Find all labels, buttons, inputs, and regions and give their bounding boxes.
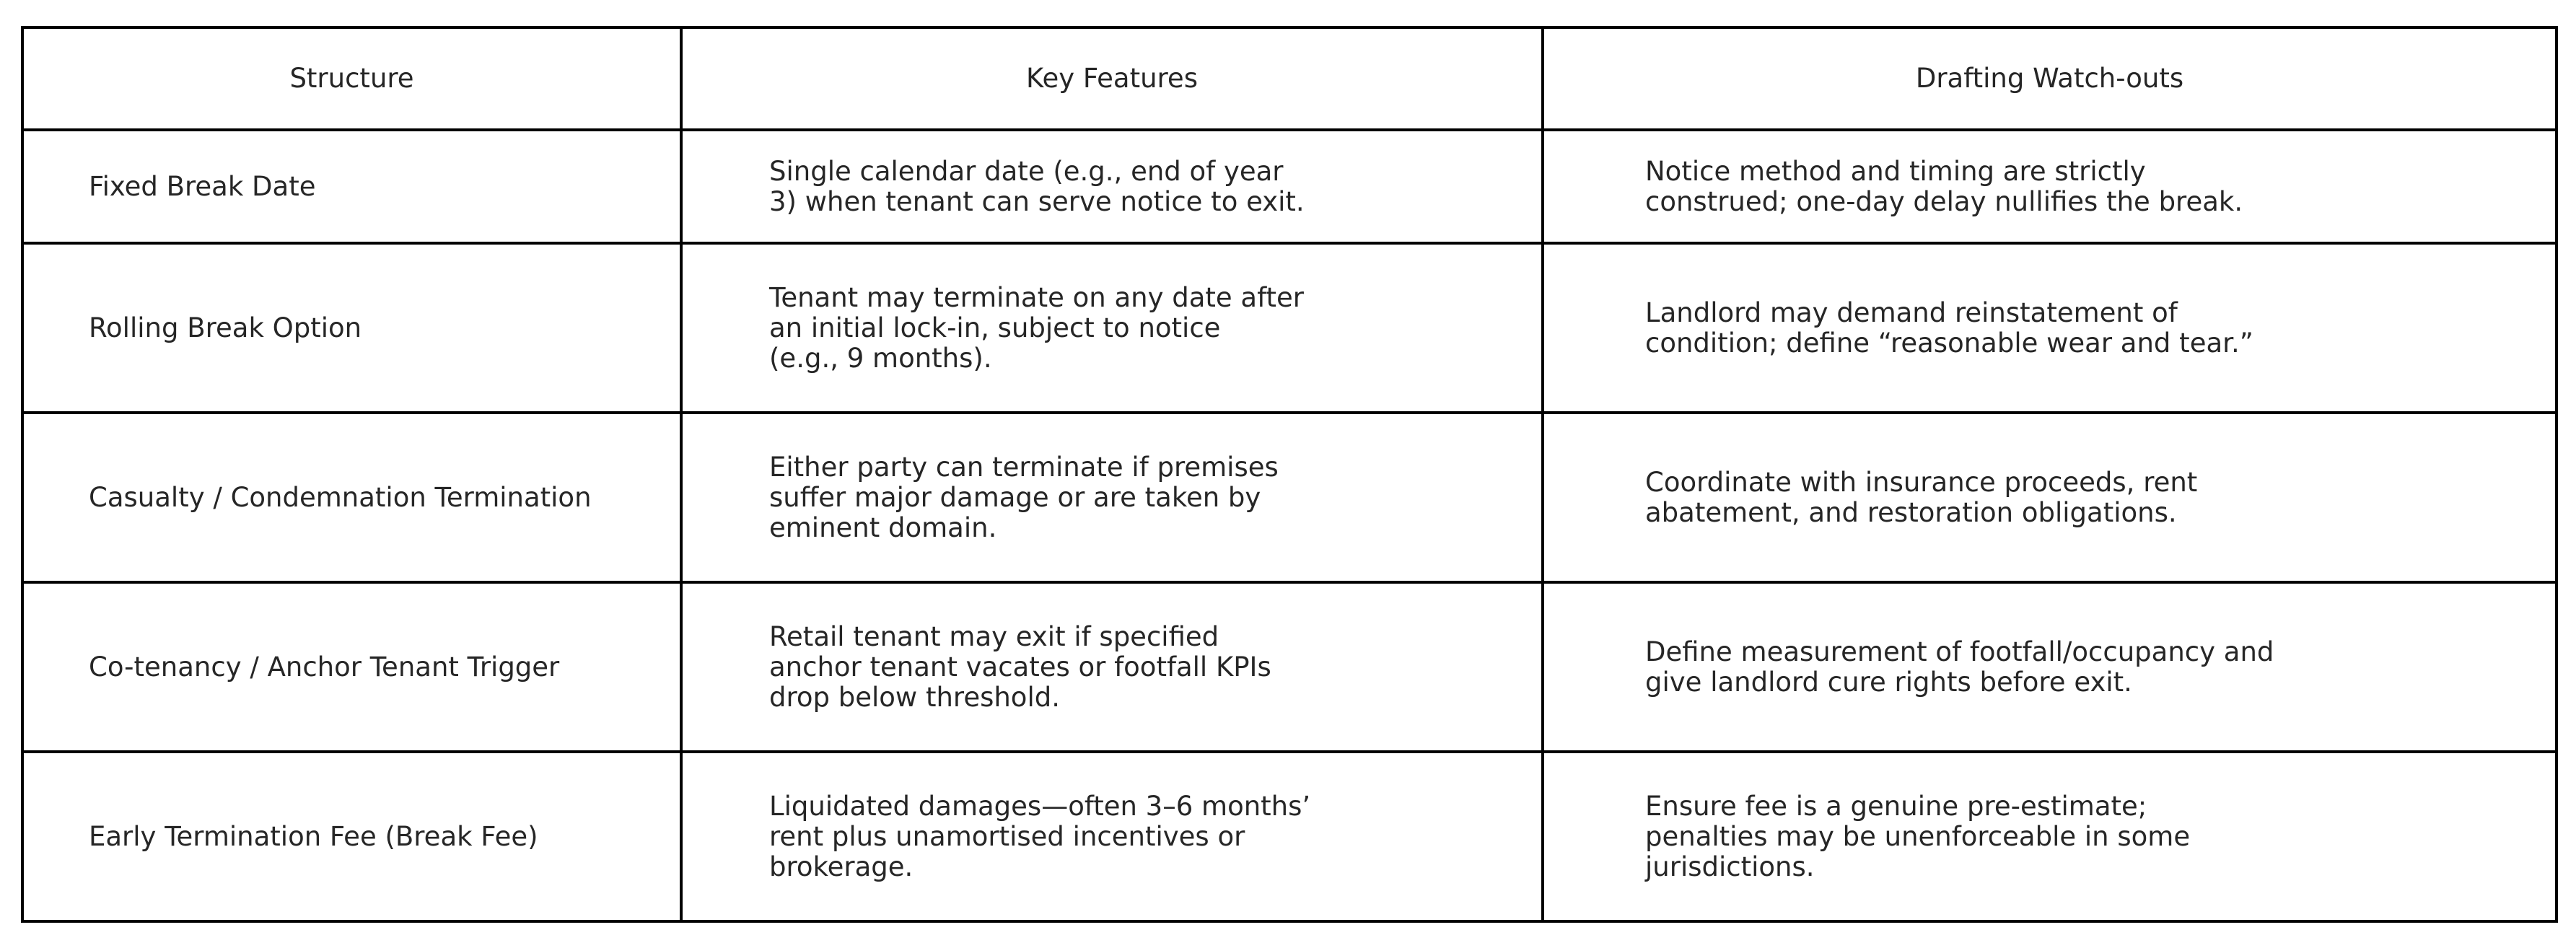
watch-outs-cell [1543, 243, 2557, 413]
structure-cell [22, 582, 681, 752]
key-features-cell [681, 752, 1543, 921]
watch-outs-text: Define measurement of footfall/occupancy and give landlord cure rights before exit. [1645, 636, 2274, 698]
structure-cell [22, 243, 681, 413]
header-row [22, 27, 2557, 130]
key-features-text: Liquidated damages—often 3–6 months’ rent plus unamortised incentives or brokerage. [769, 790, 1311, 882]
watch-outs-text: Ensure fee is a genuine pre-estimate; penalties may be unenforceable in some jurisdictions. [1645, 790, 2191, 882]
structure-text: Casualty / Condemnation Termination [89, 481, 592, 513]
structure-text: Early Termination Fee (Break Fee) [89, 820, 538, 852]
watch-outs-cell [1543, 130, 2557, 243]
header-drafting-watch-outs: Drafting Watch-outs [1543, 27, 2557, 130]
watch-outs-cell [1543, 582, 2557, 752]
structure-text: Rolling Break Option [89, 312, 362, 343]
table-row [22, 413, 2557, 582]
structure-cell [22, 413, 681, 582]
watch-outs-text: Landlord may demand reinstatement of condition; define “reasonable wear and tear.” [1645, 297, 2253, 359]
watch-outs-cell [1543, 752, 2557, 921]
key-features-text: Single calendar date (e.g., end of year 3) when tenant can serve notice to exit. [769, 155, 1305, 217]
table-row [22, 582, 2557, 752]
structure-cell [22, 130, 681, 243]
key-features-text: Tenant may terminate on any date after an initial lock-in, subject to notice (e.g., 9 months). [769, 281, 1304, 374]
header-key-features: Key Features [681, 27, 1543, 130]
key-features-cell [681, 582, 1543, 752]
table-row [22, 130, 2557, 243]
key-features-cell [681, 413, 1543, 582]
structure-text: Fixed Break Date [89, 170, 316, 202]
header-structure: Structure [22, 27, 681, 130]
watch-outs-text: Notice method and timing are strictly construed; one-day delay nullifies the break. [1645, 155, 2243, 217]
structure-cell [22, 752, 681, 921]
key-features-text: Retail tenant may exit if specified anchor tenant vacates or footfall KPIs drop below threshold. [769, 620, 1271, 713]
table-row [22, 243, 2557, 413]
structure-text: Co-tenancy / Anchor Tenant Trigger [89, 651, 560, 683]
watch-outs-text: Coordinate with insurance proceeds, rent abatement, and restoration obligations. [1645, 466, 2198, 528]
key-features-text: Either party can terminate if premises suffer major damage or are taken by eminent domain. [769, 451, 1279, 543]
watch-outs-cell [1543, 413, 2557, 582]
table-row [22, 752, 2557, 921]
key-features-cell [681, 130, 1543, 243]
termination-structures-table [21, 26, 2558, 923]
key-features-cell [681, 243, 1543, 413]
